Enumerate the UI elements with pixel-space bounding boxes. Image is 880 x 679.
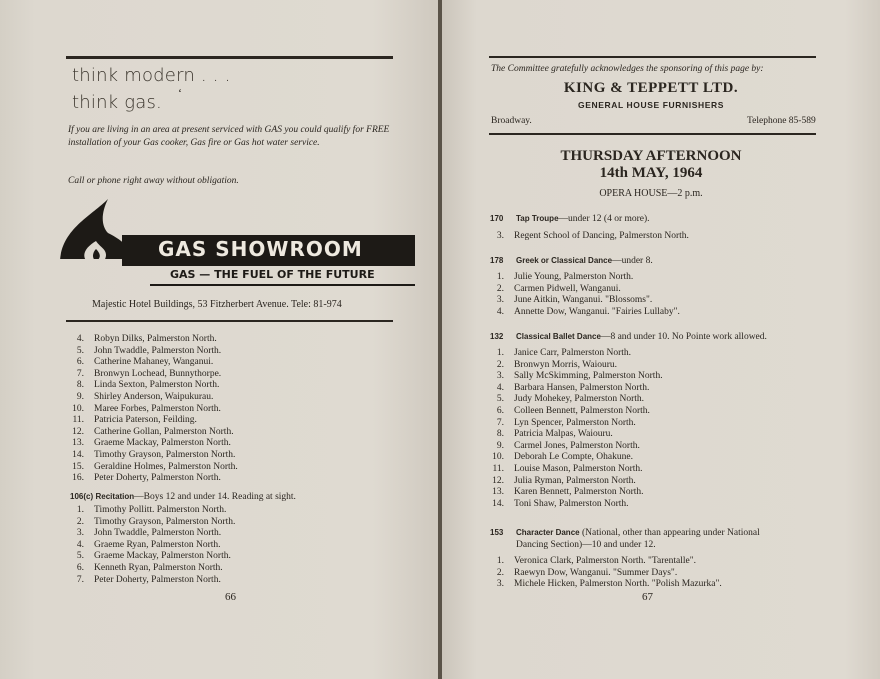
list-item (486, 464, 643, 474)
entry-text: Timothy Grayson, Palmerston North. (94, 450, 236, 460)
entry-text: Sally McSkimming, Palmerston North. (514, 371, 663, 382)
section-heading (490, 332, 767, 342)
list-item (486, 371, 663, 381)
entry-number: 5. (76, 345, 84, 356)
section-title: Classical Ballet Dance (516, 332, 601, 341)
list-item (486, 418, 636, 428)
entry-number: 12. (492, 475, 504, 486)
entry-number: 10. (72, 403, 84, 414)
ad-headline-2: think gas. (72, 92, 162, 113)
list-item (486, 568, 677, 578)
list-item (486, 394, 644, 404)
left-page (0, 0, 438, 679)
entry-text: Carmen Pidwell, Wanganui. (514, 283, 621, 294)
entry-text: Deborah Le Compte, Ohakune. (514, 452, 633, 463)
list-item (66, 462, 238, 472)
session-date: 14th MAY, 1964 (599, 165, 703, 181)
list-item (486, 295, 652, 305)
entry-text: Graeme Mackay, Palmerston North. (94, 438, 231, 449)
section-number: 153 (490, 528, 504, 537)
entry-text: Patricia Paterson, Feilding. (94, 415, 197, 426)
entry-number: 3. (496, 231, 504, 241)
entry-number: 2. (496, 359, 504, 370)
entry-number: 2. (76, 516, 84, 527)
section-description: —Boys 12 and under 14. Reading at sight. (134, 492, 296, 502)
entry-text: Maree Forbes, Palmerston North. (94, 403, 221, 414)
list-item (486, 383, 649, 393)
entry-number: 5. (496, 394, 504, 405)
entry-text: John Twaddle, Palmerston North. (94, 528, 222, 539)
entry-text: Julia Ryman, Palmerston North. (514, 475, 636, 486)
sponsor-top-rule (489, 56, 816, 58)
entry-number: 1. (496, 272, 504, 282)
entry-number: 5. (76, 551, 84, 562)
entry-text: Graeme Mackay, Palmerston North. (94, 551, 231, 562)
list-item (66, 505, 226, 515)
section-description: —under 8. (612, 256, 653, 266)
entry-number: 15. (72, 461, 84, 472)
list-item (486, 348, 631, 358)
entry-number: 1. (496, 348, 504, 358)
entry-text: Timothy Pollitt. Palmerston North. (94, 505, 227, 515)
gas-showroom-banner (50, 235, 415, 287)
entry-number: 12. (72, 426, 84, 437)
list-item (486, 579, 722, 589)
ad-body: If you are living in an area at present serviced with GAS you could qualify for FREE installation of your Gas cooker, Gas fire or Gas hot water service. (68, 125, 390, 148)
list-item (486, 476, 636, 486)
entry-number: 14. (72, 450, 84, 460)
list-item (66, 517, 235, 527)
entry-number: 4. (76, 539, 84, 550)
ad-headline-1: think modern . . . (72, 65, 231, 86)
entry-text: Patricia Malpas, Waiouru. (514, 429, 613, 440)
entry-number: 4. (496, 382, 504, 393)
section-number: 132 (490, 332, 504, 341)
ad-bottom-rule (66, 320, 393, 322)
top-rule (66, 56, 393, 59)
section-title: Greek or Classical Dance (516, 256, 613, 265)
entry-number: 1. (496, 556, 504, 566)
list-item (486, 499, 629, 509)
section-title: Tap Troupe (516, 214, 559, 223)
list-item (66, 346, 221, 356)
entry-number: 10. (492, 452, 504, 463)
banner-tagline: GAS — THE FUEL OF THE FUTURE (170, 268, 375, 281)
entry-number: 3. (496, 371, 504, 382)
list-item (66, 415, 197, 425)
list-item (66, 392, 213, 402)
entry-text: Bronwyn Lochead, Bunnythorpe. (94, 368, 222, 379)
entry-text: Judy Mohekey, Palmerston North. (514, 394, 644, 405)
venue: OPERA HOUSE—2 p.m. (599, 188, 703, 199)
entry-number: 9. (76, 392, 84, 402)
entry-text: Geraldine Holmes, Palmerston North. (94, 461, 238, 472)
list-item (486, 272, 633, 282)
entry-number: 8. (496, 429, 504, 440)
entry-text: Graeme Ryan, Palmerston North. (94, 539, 221, 550)
right-page (442, 0, 880, 679)
list-item (66, 357, 213, 367)
list-item (66, 404, 221, 414)
entry-text: Barbara Hansen, Palmerston North. (514, 382, 650, 393)
ad-call-to-action: Call or phone right away without obligation. (68, 176, 239, 186)
entry-text: Louise Mason, Palmerston North. (514, 464, 643, 474)
entry-number: 9. (496, 440, 504, 451)
section-description: —under 12 (4 or more). (558, 214, 650, 224)
list-item (486, 452, 633, 462)
entry-text: Kenneth Ryan, Palmerston North. (94, 563, 223, 573)
section-heading (490, 528, 760, 538)
sponsor-telephone: Telephone 85-589 (747, 116, 816, 126)
sponsor-name: KING & TEPPETT LTD. (563, 80, 739, 96)
entry-text: Peter Doherty, Palmerston North. (94, 574, 221, 585)
banner-title: GAS SHOWROOM (158, 237, 363, 261)
section-title: Recitation (95, 492, 135, 501)
entry-text: June Aitkin, Wanganui. "Blossoms". (514, 295, 653, 306)
entry-number: 3. (496, 579, 504, 590)
list-item (486, 487, 644, 497)
entry-text: Bronwyn Morris, Waiouru. (514, 359, 618, 370)
sponsor-address: Broadway. (491, 116, 532, 126)
entry-text: Timothy Grayson, Palmerston North. (94, 516, 236, 527)
list-item (486, 284, 621, 294)
list-item (486, 429, 613, 439)
entry-number: 7. (76, 574, 84, 585)
section-description-continued: Dancing Section)—10 and under 12. (516, 540, 656, 550)
entry-text: Janice Carr, Palmerston North. (514, 348, 632, 358)
list-item (486, 556, 696, 566)
entry-number: 11. (72, 415, 84, 426)
entry-number: 3. (496, 295, 504, 306)
list-item (66, 473, 221, 483)
entry-text: Linda Sexton, Palmerston North. (94, 380, 220, 391)
entry-text: Robyn Dilks, Palmerston North. (94, 334, 217, 344)
list-item (66, 563, 223, 573)
entry-text: Shirley Anderson, Waipukurau. (94, 392, 214, 402)
list-item (66, 540, 221, 550)
section-description: —8 and under 10. No Pointe work allowed. (600, 332, 767, 342)
entry-text: Lyn Spencer, Palmerston North. (514, 417, 636, 428)
entry-text: Carmel Jones, Palmerston North. (514, 440, 640, 451)
entry-number: 13. (492, 487, 504, 498)
entry-number: 2. (496, 283, 504, 294)
list-item (486, 231, 689, 241)
list-item (66, 575, 221, 585)
entry-text: Karen Bennett, Palmerston North. (514, 487, 644, 498)
entry-text: Catherine Mahaney, Wanganui. (94, 357, 214, 368)
section-description: (National, other than appearing under National (579, 528, 760, 538)
list-item (66, 551, 231, 561)
sponsor-bottom-rule (489, 133, 816, 135)
banner-underline (150, 284, 415, 286)
list-item (66, 450, 235, 460)
sponsor-subtitle: GENERAL HOUSE FURNISHERS (577, 100, 724, 110)
section-106c-heading (70, 492, 296, 502)
entry-text: John Twaddle, Palmerston North. (94, 345, 222, 356)
list-item (66, 528, 221, 538)
quote-mark-icon: ‘ (178, 86, 182, 100)
entry-text: Colleen Bennett, Palmerston North. (514, 406, 650, 416)
list-item (486, 307, 680, 317)
entry-number: 8. (76, 380, 84, 391)
entry-number: 4. (496, 306, 504, 317)
list-item (66, 380, 219, 390)
entry-text: Annette Dow, Wanganui. "Fairies Lullaby". (514, 306, 680, 317)
entry-number: 7. (76, 368, 84, 379)
entry-number: 2. (496, 567, 504, 578)
entry-text: Toni Shaw, Palmerston North. (514, 498, 629, 509)
list-item (486, 406, 650, 416)
list-item (66, 427, 234, 437)
section-number: 178 (490, 256, 504, 265)
list-item (66, 369, 221, 379)
entry-number: 14. (492, 498, 504, 509)
page-number-66: 66 (225, 591, 236, 603)
sponsor-note: The Committee gratefully acknowledges the sponsoring of this page by: (491, 64, 764, 74)
entry-number: 7. (496, 417, 504, 428)
entry-text: Catherine Gollan, Palmerston North. (94, 426, 234, 437)
list-item (66, 334, 217, 344)
section-heading (490, 256, 653, 266)
entry-number: 11. (492, 464, 504, 474)
entry-text: Michele Hicken, Palmerston North. "Polish Mazurka". (514, 579, 722, 590)
page-number-67: 67 (642, 591, 653, 603)
list-item (66, 438, 231, 448)
entry-number: 13. (72, 438, 84, 449)
entry-text: Regent School of Dancing, Palmerston North. (514, 231, 689, 241)
entry-number: 6. (76, 357, 84, 368)
list-item (486, 360, 617, 370)
entry-text: Julie Young, Palmerston North. (514, 272, 634, 282)
section-title: Character Dance (516, 528, 580, 537)
entry-text: Peter Doherty, Palmerston North. (94, 473, 221, 484)
entry-number: 6. (76, 563, 84, 573)
entry-number: 6. (496, 406, 504, 416)
entry-number: 16. (72, 473, 84, 484)
entry-text: Veronica Clark, Palmerston North. "Tarentalle". (514, 556, 696, 566)
list-item (486, 441, 640, 451)
session-title: THURSDAY AFTERNOON (560, 148, 742, 164)
entry-text: Raewyn Dow, Wanganui. "Summer Days". (514, 567, 678, 578)
section-number: 170 (490, 214, 504, 223)
section-number: 106(c) (70, 492, 94, 501)
showroom-address: Majestic Hotel Buildings, 53 Fitzherbert Avenue. Tele: 81-974 (92, 299, 342, 310)
entry-number: 1. (76, 505, 84, 515)
section-heading (490, 214, 650, 224)
entry-number: 4. (76, 334, 84, 344)
entry-number: 3. (76, 528, 84, 539)
